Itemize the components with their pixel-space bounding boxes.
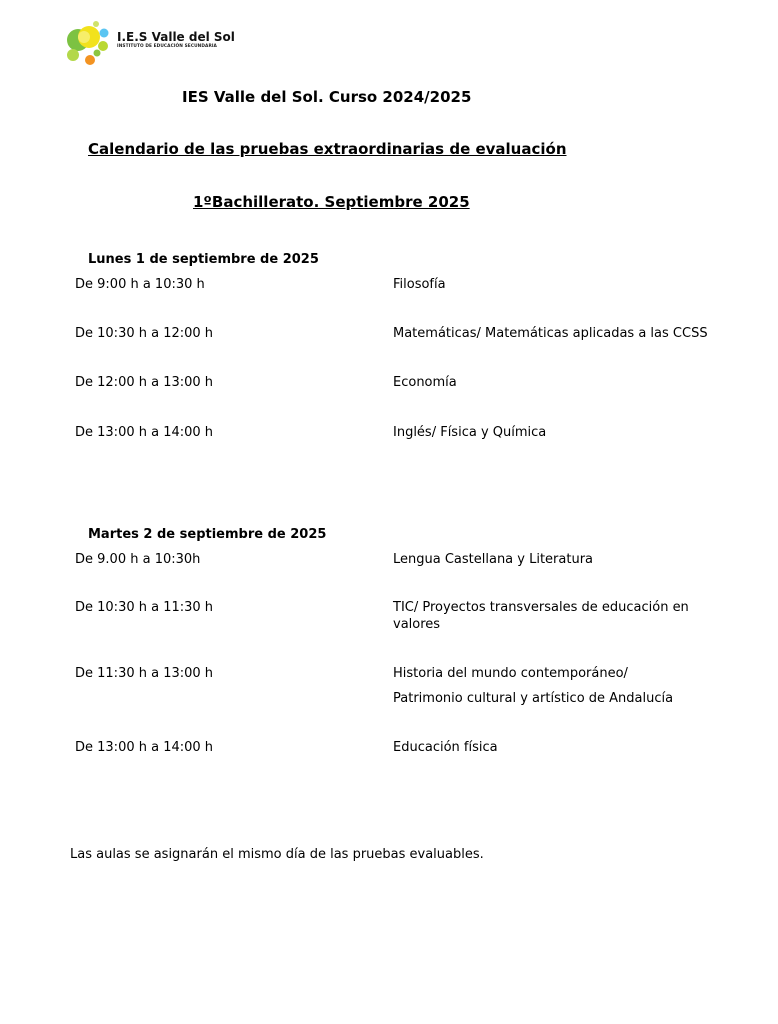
exam-subject: Filosofía — [393, 277, 446, 292]
exam-time: De 12:00 h a 13:00 h — [75, 375, 214, 390]
document-title: IES Valle del Sol. Curso 2024/2025 — [182, 88, 472, 106]
exam-subject: Historia del mundo contemporáneo/ — [393, 666, 628, 681]
exam-time: De 9:00 h a 10:30 h — [75, 277, 205, 292]
exam-time: De 10:30 h a 12:00 h — [75, 326, 214, 341]
exam-subject: Lengua Castellana y Literatura — [393, 552, 594, 567]
logo-subtitle: INSTITUTO DE EDUCACIÓN SECUNDARIA — [117, 44, 217, 49]
exam-time: De 13:00 h a 14:00 h — [75, 425, 214, 440]
exam-subject: Inglés/ Física y Química — [393, 425, 547, 440]
exam-time: De 11:30 h a 13:00 h — [75, 666, 214, 681]
exam-time: De 13:00 h a 14:00 h — [75, 740, 214, 755]
document-subtitle: Calendario de las pruebas extraordinarias de evaluación — [88, 140, 567, 158]
day-heading-tuesday: Martes 2 de septiembre de 2025 — [88, 527, 327, 542]
document-level: 1ºBachillerato. Septiembre 2025 — [193, 193, 470, 211]
logo-name: I.E.S Valle del Sol — [117, 30, 235, 44]
exam-subject: Matemáticas/ Matemáticas aplicadas a las CCSS — [393, 326, 708, 341]
exam-subject-continued: valores — [393, 617, 441, 632]
exam-subject: TIC/ Proyectos transversales de educación en — [393, 600, 689, 615]
exam-subject: Educación física — [393, 740, 498, 755]
day-heading-monday: Lunes 1 de septiembre de 2025 — [88, 252, 319, 267]
exam-subject-continued: Patrimonio cultural y artístico de Andalucía — [393, 691, 674, 706]
exam-time: De 9.00 h a 10:30h — [75, 552, 201, 567]
exam-subject: Economía — [393, 375, 457, 390]
exam-time: De 10:30 h a 11:30 h — [75, 600, 214, 615]
footer-note: Las aulas se asignarán el mismo día de las pruebas evaluables. — [70, 847, 484, 862]
